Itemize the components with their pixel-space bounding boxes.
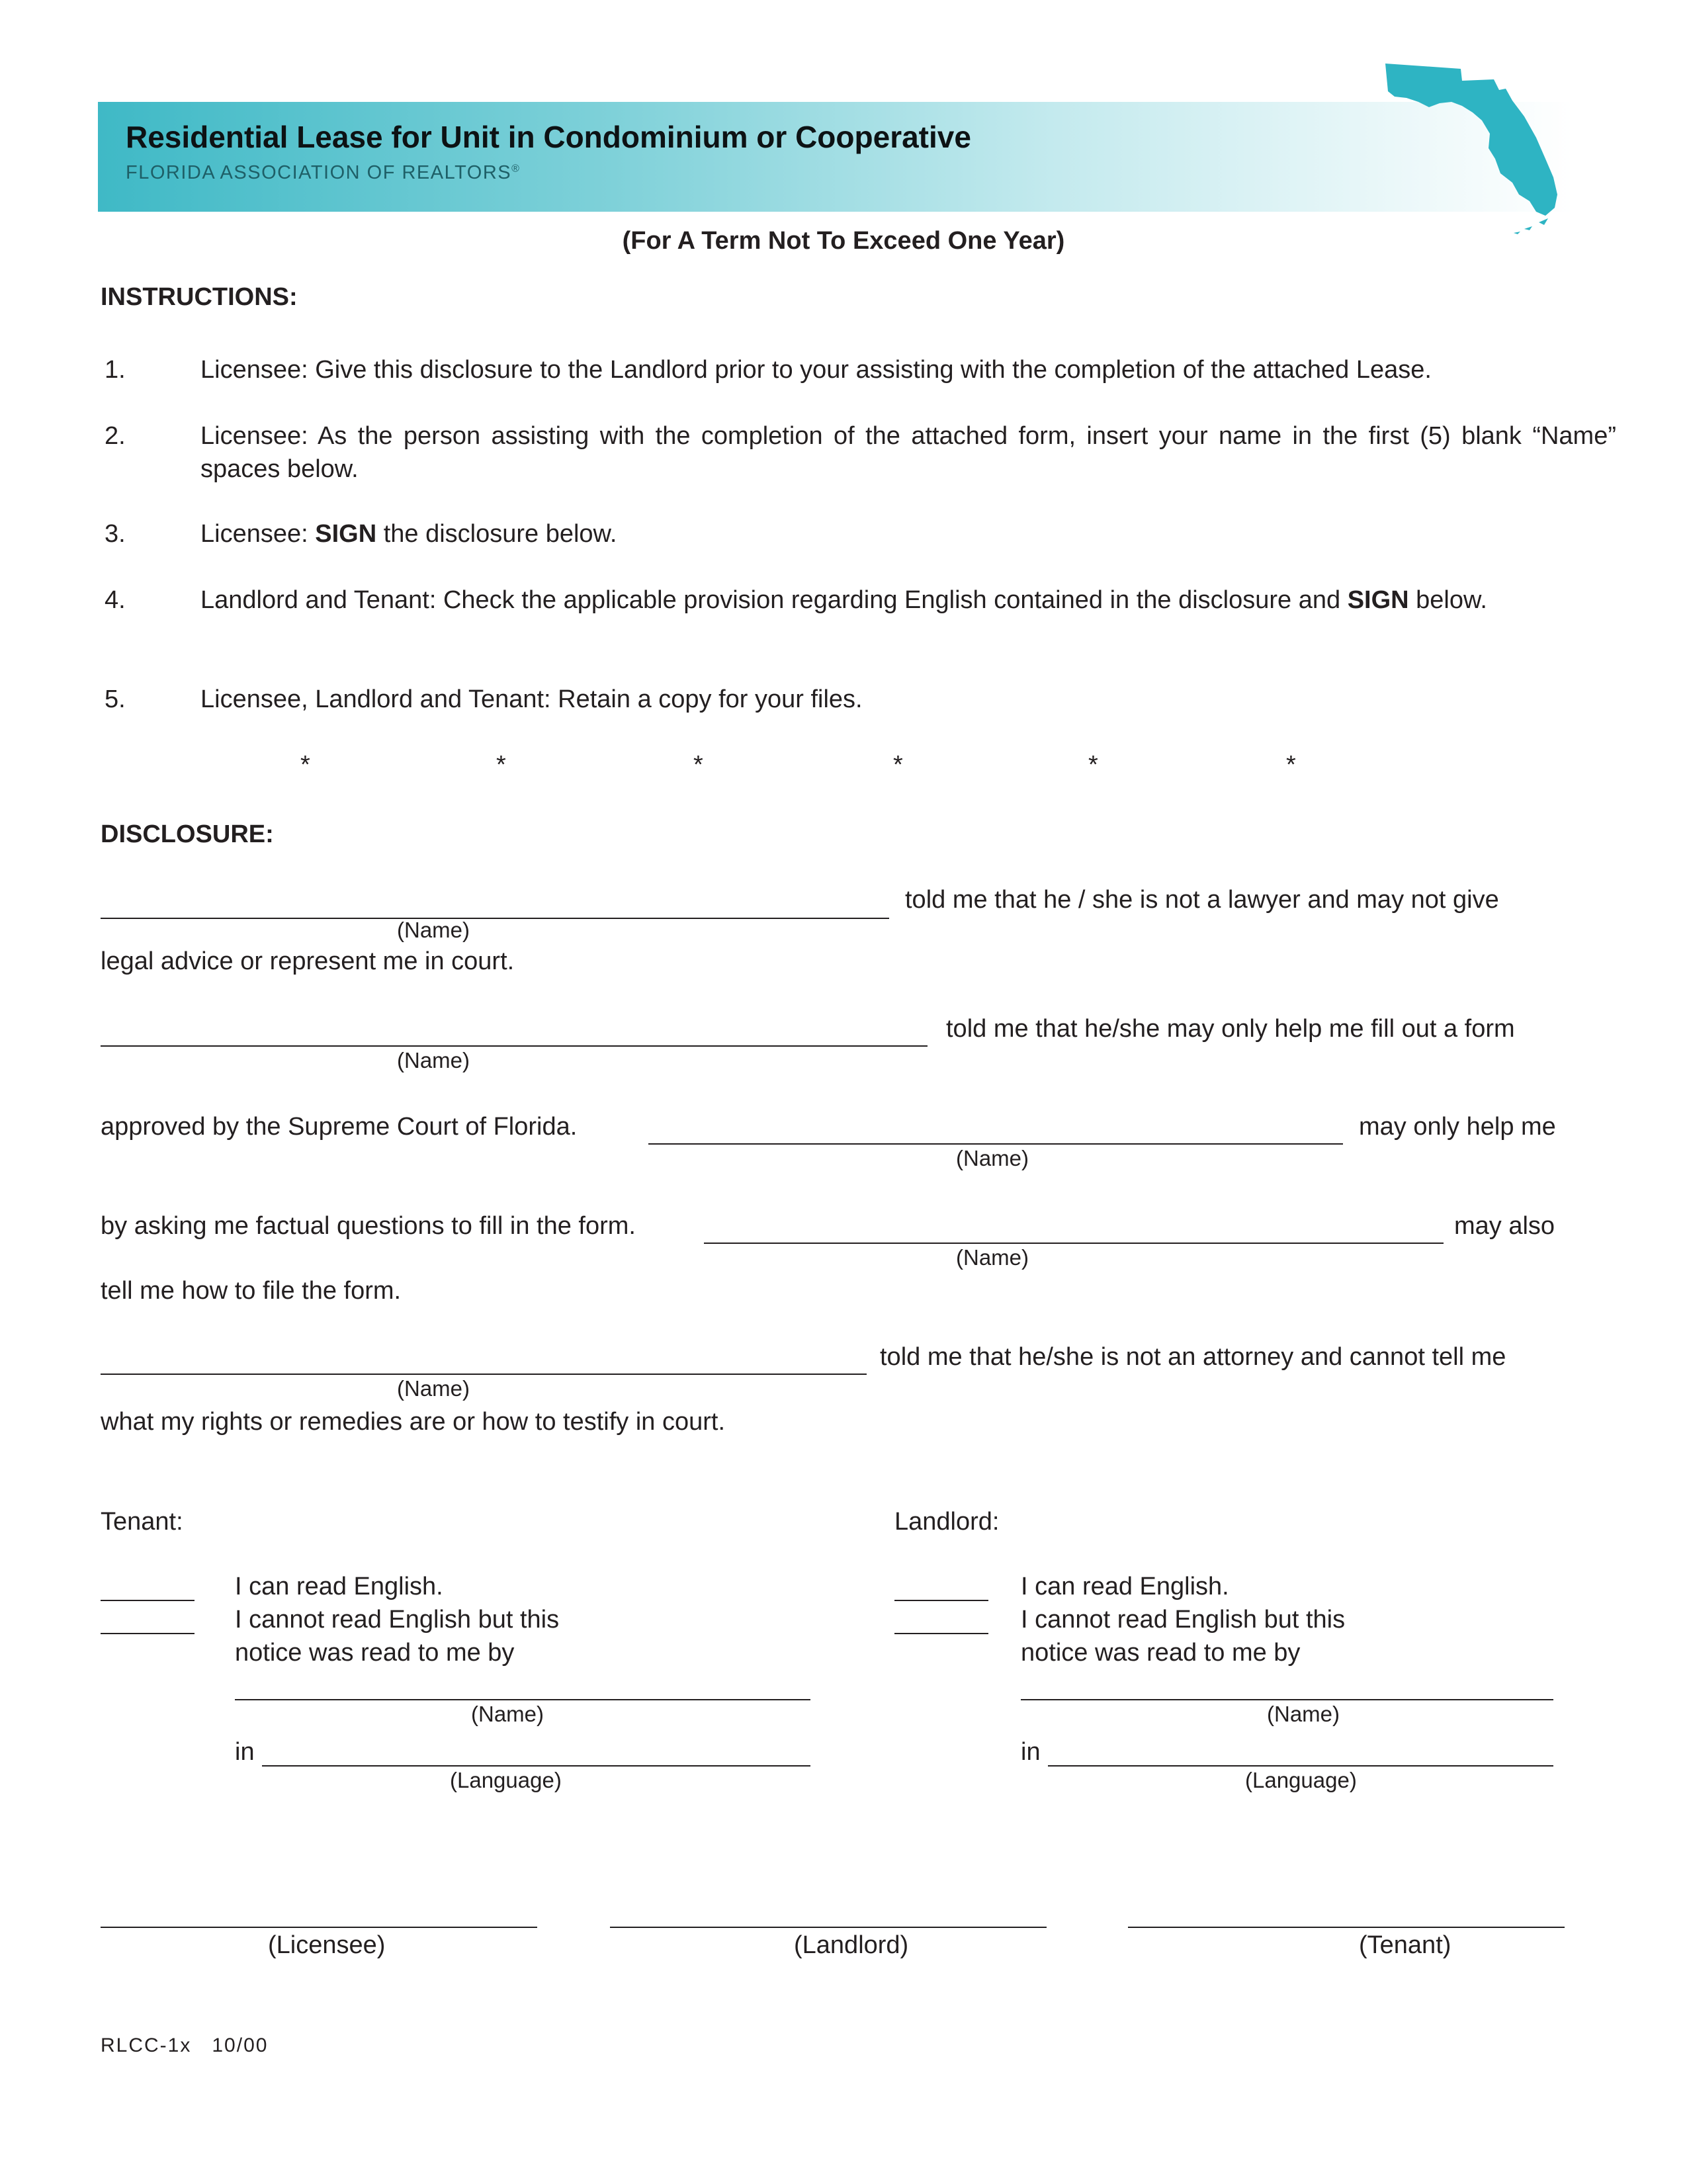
separator-star: * [496,751,506,779]
registered-mark: ® [511,163,521,175]
instruction-number: 4. [105,586,126,614]
disclosure-text: approved by the Supreme Court of Florida. [101,1113,578,1141]
can-read-english-text: I can read English. [235,1573,443,1600]
tenant-language-field[interactable] [262,1764,810,1767]
name-caption: (Name) [956,1245,1029,1270]
organization-name-text: FLORIDA ASSOCIATION OF REALTORS [126,162,512,183]
disclosure-text: told me that he / she is not a lawyer and may not give [905,886,1499,914]
landlord-language-field[interactable] [1048,1764,1553,1767]
instruction-text-post: below. [1408,586,1487,614]
disclosure-heading: DISCLOSURE: [101,820,274,848]
tenant-signature-caption: (Tenant) [1359,1931,1451,1959]
tenant-can-read-checkbox[interactable] [101,1598,195,1601]
document-title: Residential Lease for Unit in Condominium or Cooperative [126,120,971,154]
name-blank-4[interactable] [704,1241,1444,1244]
instruction-number: 5. [105,685,126,713]
language-caption: (Language) [1245,1768,1357,1792]
instruction-number: 2. [105,422,126,450]
disclosure-text: tell me how to file the form. [101,1277,402,1305]
separator-star: * [893,751,903,779]
header-banner [98,102,1573,212]
tenant-signature-line[interactable] [1128,1925,1565,1928]
notice-read-text: notice was read to me by [235,1639,515,1667]
disclosure-text: legal advice or represent me in court. [101,947,515,975]
instruction-text-post: the disclosure below. [376,520,617,548]
name-caption: (Name) [471,1702,544,1726]
name-caption: (Name) [956,1146,1029,1170]
notice-read-text: notice was read to me by [1021,1639,1301,1667]
disclosure-text: told me that he/she is not an attorney and cannot tell me [880,1343,1506,1371]
name-blank-3[interactable] [648,1142,1343,1145]
landlord-cannot-read-checkbox[interactable] [894,1632,988,1634]
name-blank-1[interactable] [101,916,889,919]
disclosure-text: what my rights or remedies are or how to testify in court. [101,1408,726,1436]
form-code: RLCC-1x 10/00 [101,2034,269,2056]
instruction-sign-emphasis: SIGN [315,520,377,548]
can-read-english-text: I can read English. [1021,1573,1229,1600]
name-caption: (Name) [397,1376,470,1401]
cannot-read-english-text: I cannot read English but this [1021,1606,1346,1634]
name-blank-5[interactable] [101,1372,867,1375]
instruction-text-pre: Landlord and Tenant: Check the applicable provision regarding English contained in the disclosure and [200,586,1348,614]
term-note: (For A Term Not To Exceed One Year) [622,227,1065,255]
tenant-cannot-read-checkbox[interactable] [101,1632,195,1634]
instruction-text: Licensee, Landlord and Tenant: Retain a copy for your files. [200,685,863,713]
instruction-number: 1. [105,356,126,384]
name-caption: (Name) [1267,1702,1340,1726]
instruction-text [200,517,1616,550]
licensee-signature-line[interactable] [101,1925,537,1928]
name-caption: (Name) [397,1048,470,1072]
separator-star: * [300,751,310,779]
tenant-label: Tenant: [101,1508,183,1536]
disclosure-text: may also [1454,1212,1555,1240]
instructions-heading: INSTRUCTIONS: [101,283,298,311]
separator-star: * [1088,751,1098,779]
organization-name [126,162,520,184]
name-caption: (Name) [397,918,470,942]
instruction-text-pre: Licensee: [200,520,316,548]
instruction-number: 3. [105,520,126,548]
landlord-can-read-checkbox[interactable] [894,1598,988,1601]
disclosure-text: told me that he/she may only help me fill out a form [946,1015,1515,1043]
instruction-sign-emphasis: SIGN [1347,586,1409,614]
landlord-signature-line[interactable] [610,1925,1047,1928]
separator-star: * [1286,751,1296,779]
landlord-reader-name-field[interactable] [1021,1698,1553,1700]
instruction-text: Licensee: Give this disclosure to the Landlord prior to your assisting with the completion of the attached Lease. [200,356,1432,384]
tenant-reader-name-field[interactable] [235,1698,810,1700]
disclosure-text: may only help me [1359,1113,1556,1141]
disclosure-text: by asking me factual questions to fill in the form. [101,1212,636,1240]
landlord-signature-caption: (Landlord) [794,1931,909,1959]
in-label: in [1021,1738,1041,1766]
landlord-label: Landlord: [894,1508,1000,1536]
florida-map-icon [1383,60,1588,251]
separator-star: * [693,751,703,779]
in-label: in [235,1738,255,1766]
language-caption: (Language) [450,1768,562,1792]
instruction-text: Licensee: As the person assisting with the completion of the attached form, insert your name in the first (5) blank “Name” spaces below. [200,422,1616,483]
instruction-text [200,584,1580,617]
licensee-signature-caption: (Licensee) [268,1931,386,1959]
cannot-read-english-text: I cannot read English but this [235,1606,560,1634]
name-blank-2[interactable] [101,1044,928,1047]
